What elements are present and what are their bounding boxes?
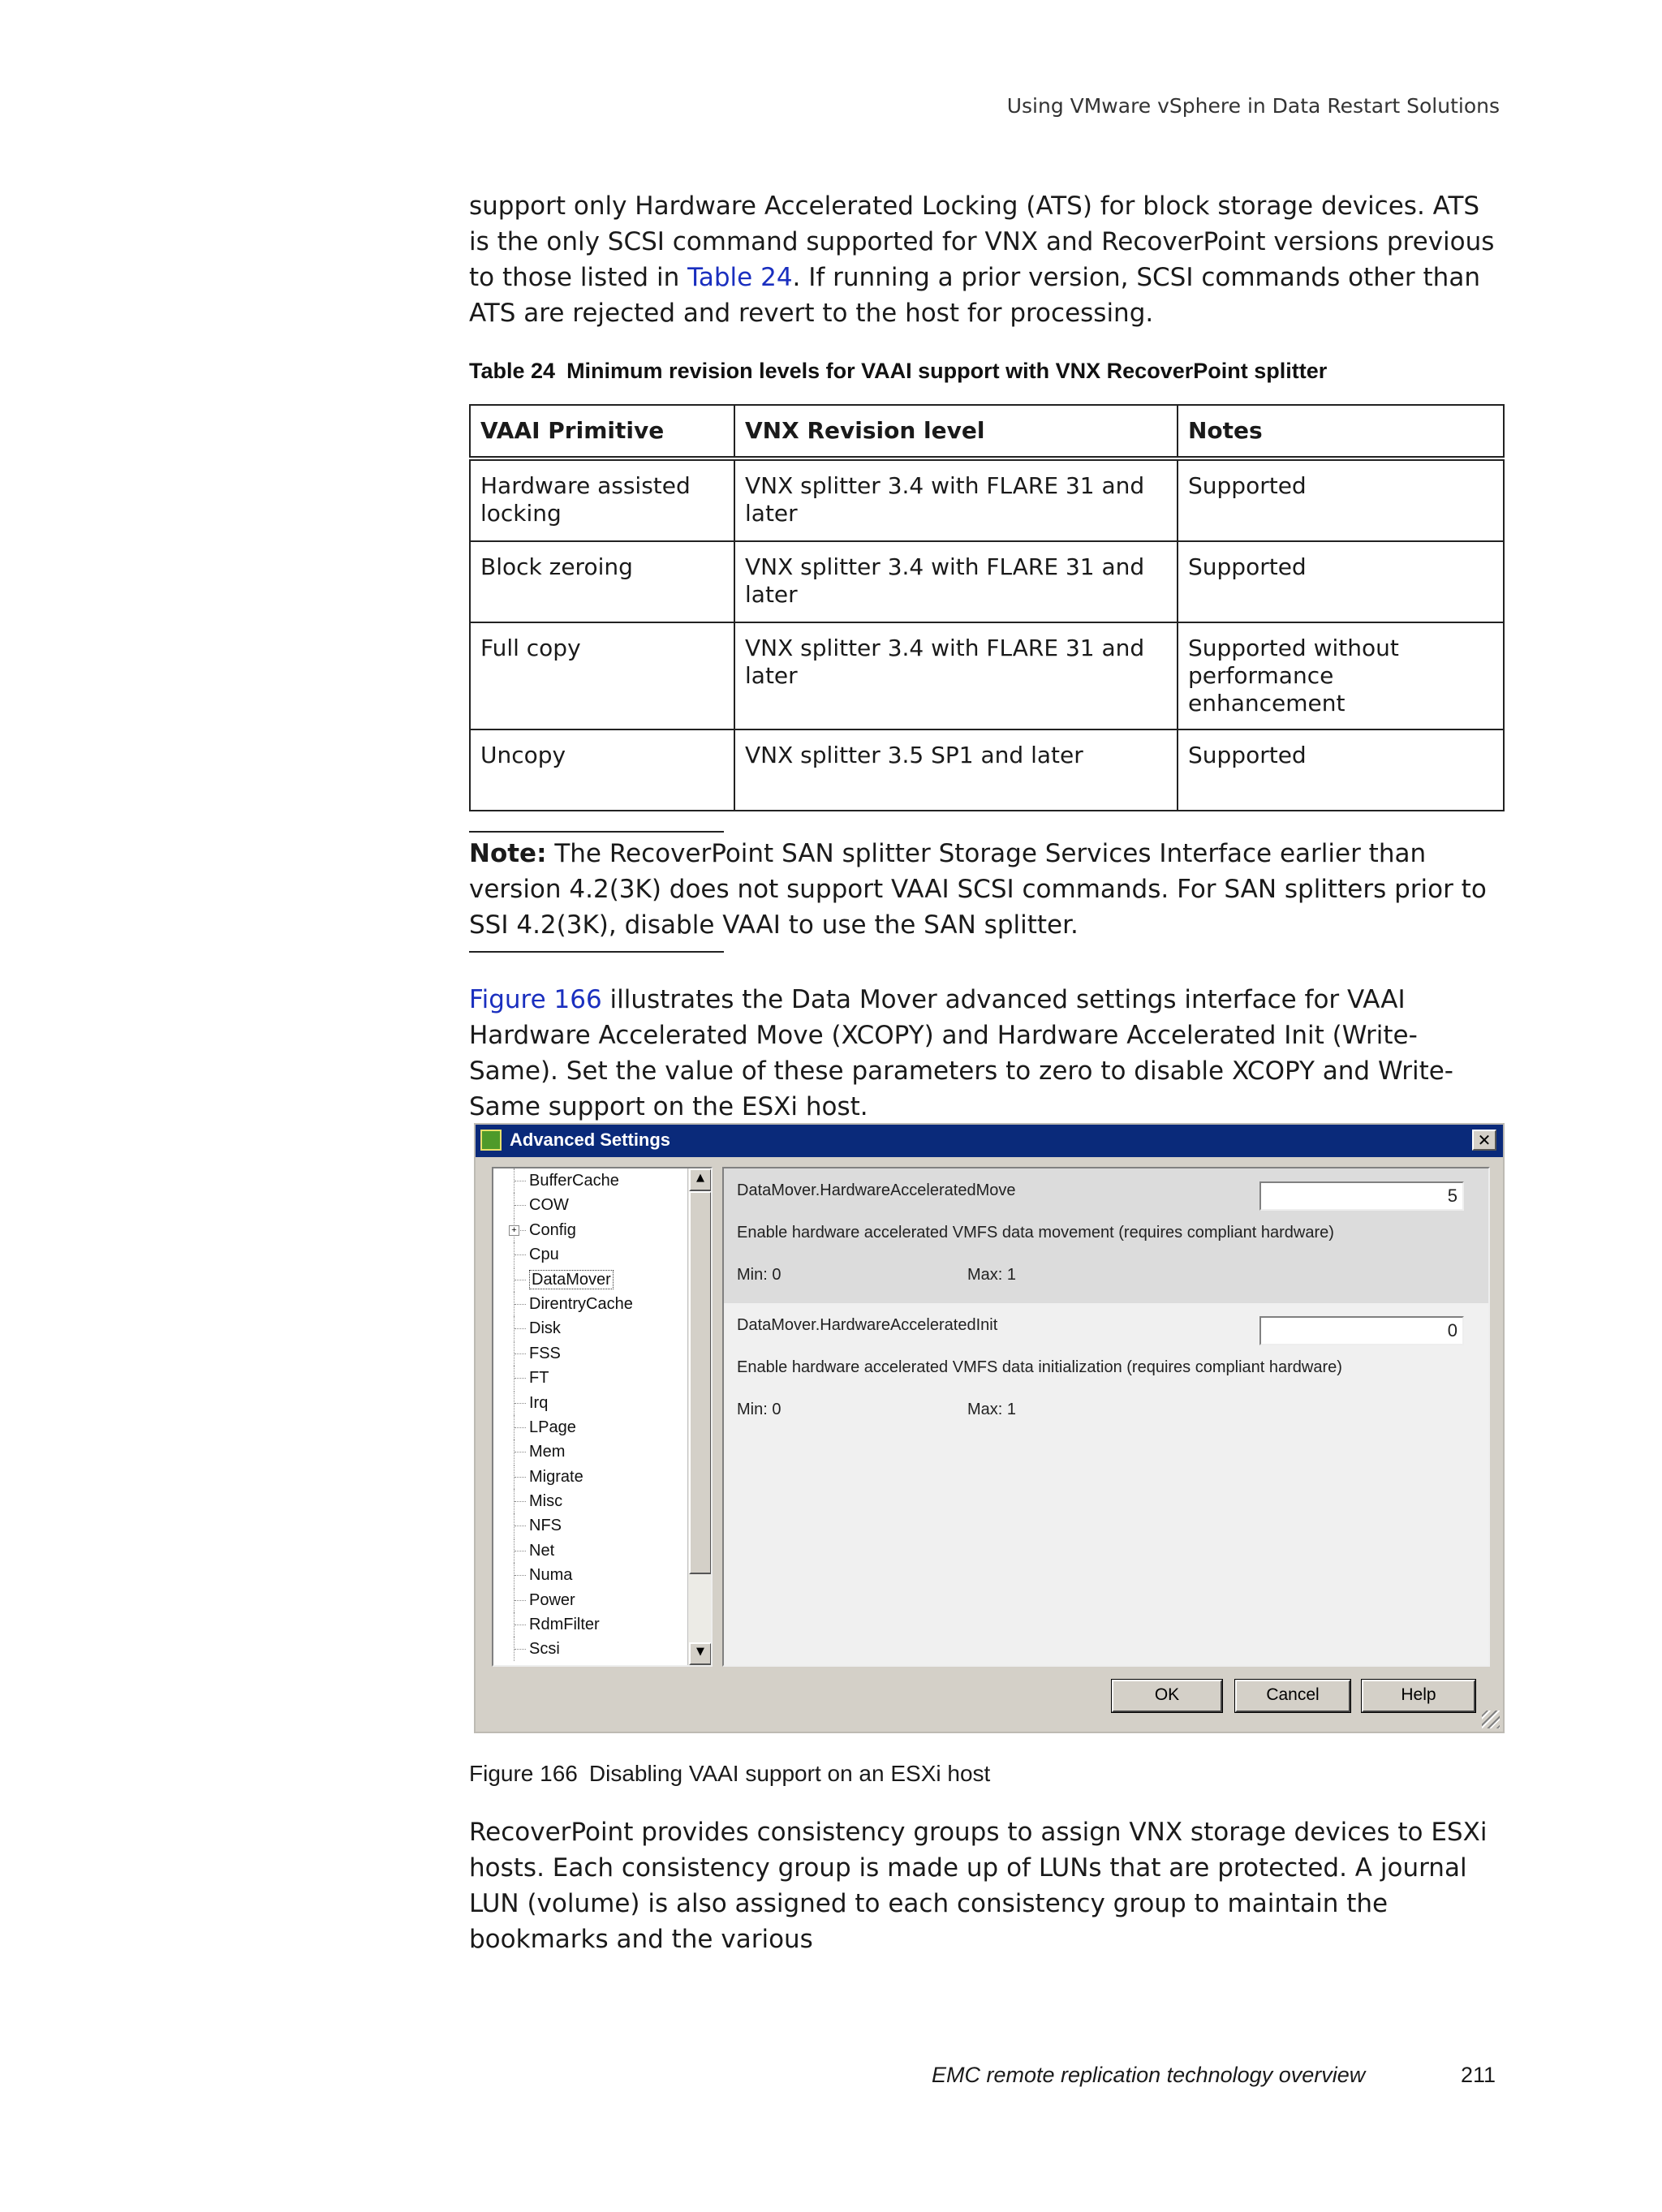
table-cell: Supported without performance enhancement	[1178, 622, 1504, 729]
closing-paragraph: RecoverPoint provides consistency groups to assign VNX storage devices to ESXi hosts. Each consistency group is made up of LUNs that are protected. A journal LUN (volume) is also assigned to each consistency group to maintain the bookmarks and the various	[469, 1818, 1488, 1954]
tree-item-nfs[interactable]: NFS	[493, 1513, 688, 1538]
note-text: The RecoverPoint SAN splitter Storage Services Interface earlier than version 4.2(3K) does not support VAAI SCSI commands. For SAN splitters prior to SSI 4.2(3K), disable VAAI to use the SAN splitter.	[469, 839, 1487, 940]
ok-button[interactable]: OK	[1112, 1680, 1222, 1712]
tree-item-mem[interactable]: Mem	[493, 1440, 688, 1464]
setting-max: Max: 1	[967, 1266, 1017, 1284]
setting-min: Min: 0	[737, 1401, 781, 1418]
expand-icon[interactable]: +	[509, 1225, 519, 1236]
intro-text-a: support only Hardware Accelerated Locking (ATS) for block storage devices. ATS is the only SCSI command supported for VNX and RecoverPoint versions previous to those listed in	[469, 192, 1495, 292]
tree-item-direntrycache[interactable]: DirentryCache	[493, 1292, 688, 1316]
tree-item-lpage[interactable]: LPage	[493, 1415, 688, 1440]
vaai-revision-table	[469, 404, 1505, 811]
note-paragraph	[469, 836, 1505, 943]
setting-name: DataMover.HardwareAcceleratedMove	[737, 1181, 1016, 1199]
table-cell: Supported	[1178, 729, 1504, 811]
table-row	[470, 729, 1504, 811]
resize-grip-icon[interactable]	[1482, 1711, 1500, 1728]
table-title: Minimum revision levels for VAAI support with VNX RecoverPoint splitter	[566, 359, 1328, 383]
tree-item-scsi[interactable]: Scsi	[493, 1637, 688, 1661]
tree-item-buffercache[interactable]: BufferCache	[493, 1168, 688, 1193]
tree-item-numa[interactable]: Numa	[493, 1563, 688, 1587]
advanced-settings-dialog	[474, 1123, 1505, 1733]
table-cell: Hardware assisted locking	[470, 458, 734, 541]
setting-description: Enable hardware accelerated VMFS data movement (requires compliant hardware)	[737, 1224, 1334, 1242]
tree-item-irq[interactable]: Irq	[493, 1391, 688, 1415]
page-number: 211	[1461, 2063, 1496, 2087]
table-caption	[469, 359, 1327, 384]
tree-item-misc[interactable]: Misc	[493, 1489, 688, 1513]
figure-caption	[469, 1761, 990, 1787]
setting-hardware-accelerated-init	[724, 1303, 1488, 1438]
figure-caption-text: Disabling VAAI support on an ESXi host	[588, 1761, 991, 1786]
figure-intro-text: illustrates the Data Mover advanced settings interface for VAAI Hardware Accelerated Move (XCOPY) and Hardware Accelerated Init (Write-Same). Set the value of these parameters to zero to disable XCOPY and Write-Same support on the ESXi host.	[469, 985, 1453, 1121]
table-cell: VNX splitter 3.4 with FLARE 31 and later	[734, 458, 1178, 541]
table-label: Table 24	[469, 359, 556, 383]
figure-166-link[interactable]: Figure 166	[469, 985, 602, 1014]
setting-max: Max: 1	[967, 1401, 1017, 1418]
dialog-titlebar	[476, 1125, 1503, 1157]
table-cell: Full copy	[470, 622, 734, 729]
table-row	[470, 622, 1504, 729]
note-bottom-rule	[469, 951, 724, 953]
table-header-cell: Notes	[1178, 405, 1504, 458]
scroll-thumb[interactable]	[689, 1191, 712, 1574]
table-cell: VNX splitter 3.5 SP1 and later	[734, 729, 1178, 811]
tree-item-datamover[interactable]: DataMover	[493, 1267, 688, 1292]
table-row	[470, 458, 1504, 541]
setting-min: Min: 0	[737, 1266, 781, 1284]
tree-item-disk[interactable]: Disk	[493, 1316, 688, 1341]
table-24-link[interactable]: Table 24	[687, 263, 793, 292]
footer-book-title: EMC remote replication technology overview	[932, 2063, 1366, 2087]
tree-scrollbar[interactable]	[687, 1168, 711, 1665]
table-header-cell: VAAI Primitive	[470, 405, 734, 458]
tree-item-cpu[interactable]: Cpu	[493, 1242, 688, 1267]
scroll-up-icon[interactable]: ▲	[689, 1168, 712, 1191]
tree-item-migrate[interactable]: Migrate	[493, 1465, 688, 1489]
figure-intro-paragraph	[469, 982, 1505, 1125]
tree-item-power[interactable]: Power	[493, 1588, 688, 1612]
table-header-cell: VNX Revision level	[734, 405, 1178, 458]
intro-paragraph	[469, 188, 1505, 331]
app-icon	[480, 1130, 502, 1151]
cancel-button[interactable]: Cancel	[1235, 1680, 1350, 1712]
table-row	[470, 541, 1504, 622]
settings-tree	[492, 1167, 713, 1667]
setting-name: DataMover.HardwareAcceleratedInit	[737, 1316, 998, 1334]
tree-item-net[interactable]: Net	[493, 1539, 688, 1563]
figure-label: Figure 166	[469, 1761, 578, 1786]
table-cell: Block zeroing	[470, 541, 734, 622]
tree-item-cow[interactable]: COW	[493, 1193, 688, 1217]
table-cell: Supported	[1178, 458, 1504, 541]
table-header-row	[470, 405, 1504, 458]
setting-value-input[interactable]: 0	[1259, 1316, 1464, 1345]
note-label: Note:	[469, 839, 547, 868]
setting-hardware-accelerated-move	[724, 1168, 1488, 1303]
table-cell: VNX splitter 3.4 with FLARE 31 and later	[734, 541, 1178, 622]
setting-description: Enable hardware accelerated VMFS data initialization (requires compliant hardware)	[737, 1358, 1342, 1376]
table-cell: Supported	[1178, 541, 1504, 622]
close-button[interactable]: ✕	[1472, 1130, 1496, 1151]
setting-value-input[interactable]: 5	[1259, 1181, 1464, 1211]
settings-detail-pane	[722, 1167, 1490, 1667]
table-cell: VNX splitter 3.4 with FLARE 31 and later	[734, 622, 1178, 729]
tree-item-rdmfilter[interactable]: RdmFilter	[493, 1612, 688, 1637]
tree-item-config[interactable]: + Config	[493, 1218, 688, 1242]
help-button[interactable]: Help	[1362, 1680, 1475, 1712]
note-top-rule	[469, 831, 724, 833]
intro-text-b: . If running a prior version, SCSI commands other than ATS are rejected and revert to the host for processing.	[469, 263, 1480, 328]
tree-item-ft[interactable]: FT	[493, 1366, 688, 1390]
scroll-down-icon[interactable]: ▼	[689, 1642, 712, 1665]
dialog-title: Advanced Settings	[510, 1130, 671, 1150]
tree-item-fss[interactable]: FSS	[493, 1341, 688, 1366]
running-header: Using VMware vSphere in Data Restart Solutions	[1006, 94, 1500, 118]
table-cell: Uncopy	[470, 729, 734, 811]
